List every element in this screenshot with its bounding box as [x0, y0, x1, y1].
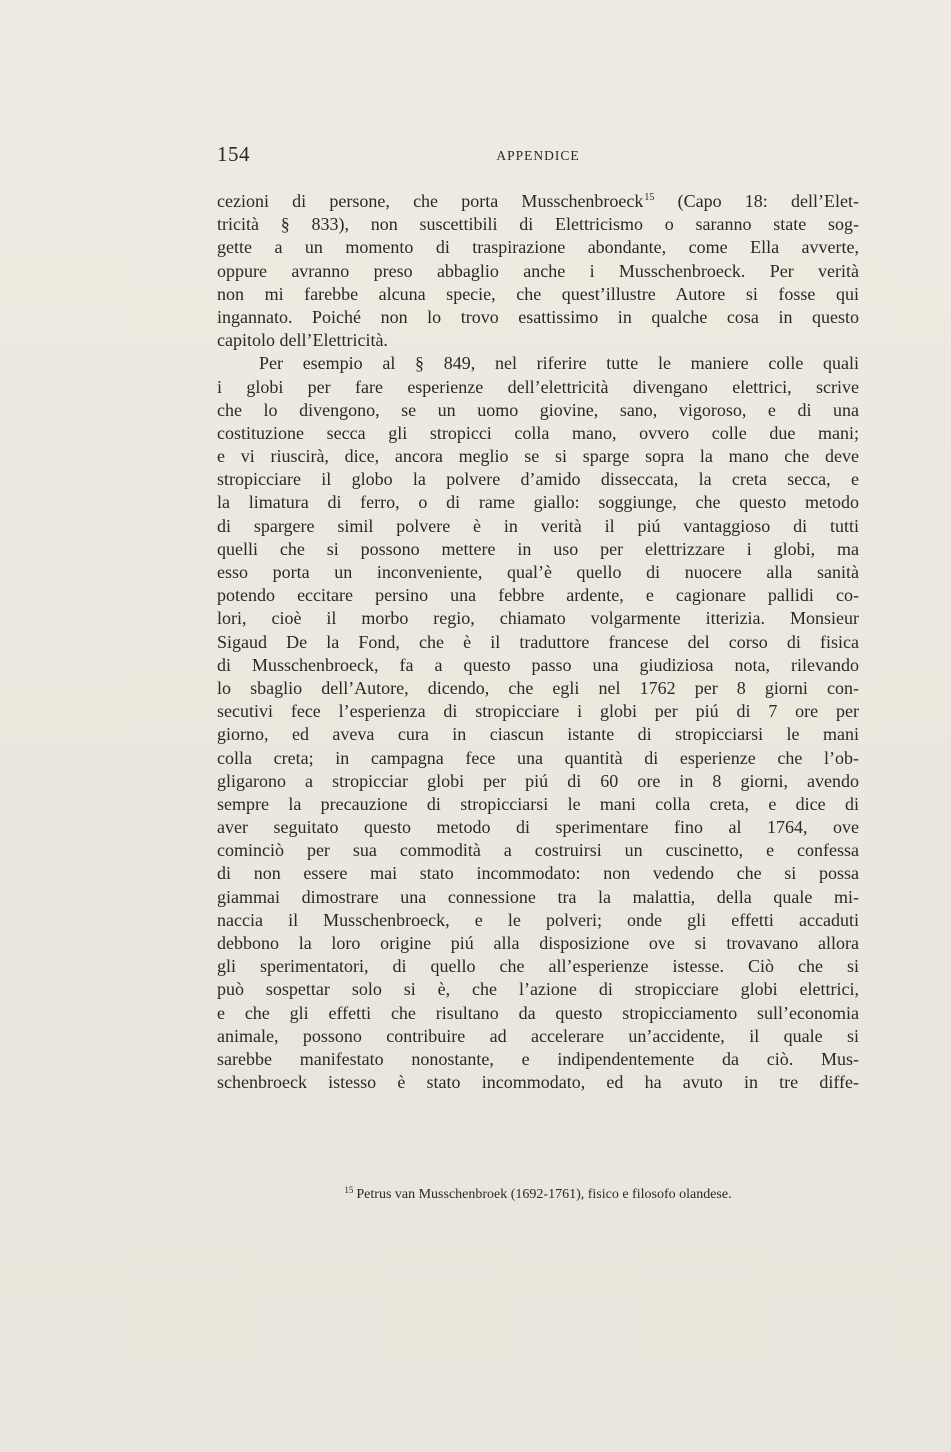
text-line-content: la limatura di ferro, o di rame giallo: soggiunge, che questo metodo: [217, 492, 859, 513]
text-line-content: potendo eccitare persino una febbre ardente, e cagionare pallidi co-: [217, 585, 859, 606]
text-line: [217, 306, 859, 329]
text-line: [217, 770, 859, 793]
text-line-content: sarebbe manifestato nonostante, e indipendentemente da ciò. Mus-: [217, 1048, 859, 1069]
text-line: [217, 955, 859, 978]
text-line-content: gli sperimentatori, di quello che all’esperienze istesse. Ciò che si: [217, 956, 859, 977]
text-line-content: debbono la loro origine piú alla disposizione ove si trovavano allora: [217, 933, 859, 953]
text-line: [217, 468, 859, 491]
text-line: [217, 329, 859, 352]
text-line-content: ingannato. Poiché non lo trovo esattissimo in qualche cosa in questo: [217, 306, 859, 327]
text-line-continuation: (Capo 18: dell’Elet-: [654, 191, 859, 211]
text-line: [217, 747, 859, 770]
text-line-content: di spargere simil polvere è in verità il piú vantaggioso di tutti: [217, 515, 859, 536]
text-line-content: i globi per fare esperienze dell’elettricità divengano elettrici, scrive: [217, 376, 859, 397]
text-line-content: schenbroeck istesso è stato incommodato, ed ha avuto in tre diffe-: [217, 1072, 859, 1093]
text-line: [217, 654, 859, 677]
text-line: [217, 538, 859, 561]
text-line-content: naccia il Musschenbroeck, e le polveri; onde gli effetti accaduti: [217, 909, 859, 930]
text-line-content: capitolo dell’Elettricità.: [217, 330, 388, 351]
text-line-content: non mi farebbe alcuna specie, che quest’illustre Autore si fosse qui: [217, 283, 859, 304]
text-line-content: cezioni di persone, che porta Musschenbroeck: [217, 191, 644, 211]
text-line-content: gligarono a stropicciar globi per piú di 60 ore in 8 giorni, avendo: [217, 770, 859, 791]
footnote-number: 15: [344, 1185, 354, 1195]
text-line: [217, 1002, 859, 1025]
text-line: [217, 213, 859, 236]
text-line-content: di Musschenbroeck, fa a questo passo una giudiziosa nota, rilevando: [217, 654, 859, 675]
text-line-content: e che gli effetti che risultano da questo stropicciamento sull’economia: [217, 1002, 859, 1023]
text-line: [217, 978, 859, 1001]
text-line: [217, 376, 859, 399]
footnote-reference: 15: [644, 192, 655, 203]
text-line-content: e vi riuscirà, dice, ancora meglio se si sparge sopra la mano che deve: [217, 446, 859, 467]
text-line-content: lo sbaglio dell’Autore, dicendo, che egli nel 1762 per 8 giorni con-: [217, 677, 859, 698]
text-line: [217, 422, 859, 445]
text-line-content: tricità § 833), non suscettibili di Elettricismo o saranno state sog-: [217, 214, 859, 235]
text-line: [217, 700, 859, 723]
text-line: [217, 631, 859, 654]
text-line-content: cominciò per sua commodità a costruirsi un cuscinetto, e confessa: [217, 840, 859, 861]
text-line-content: costituzione secca gli stropicci colla mano, ovvero colle due mani;: [217, 422, 859, 443]
text-line: [217, 793, 859, 816]
text-line: [217, 1048, 859, 1071]
text-line: [217, 236, 859, 259]
footnote: [217, 1187, 859, 1203]
text-line-content: oppure avranno preso abbaglio anche i Musschenbroeck. Per verità: [217, 260, 859, 281]
text-line: [217, 491, 859, 514]
text-line: [217, 352, 859, 375]
text-line: [217, 1071, 859, 1094]
text-line-content: Per esempio al § 849, nel riferire tutte le maniere colle quali: [259, 353, 859, 374]
text-line: [217, 839, 859, 862]
text-line: [217, 862, 859, 885]
text-line-content: può sospettar solo si è, che l’azione di stropicciare globi elettrici,: [217, 979, 859, 1000]
text-line-content: giammai dimostrare una connessione tra la malattia, della quale mi-: [217, 886, 859, 907]
text-line-content: che lo divengono, se un uomo giovine, sano, vigoroso, e di una: [217, 399, 859, 420]
text-line: [217, 515, 859, 538]
text-line: [217, 816, 859, 839]
text-line: [217, 932, 859, 955]
text-line: [217, 399, 859, 422]
text-line-content: di non essere mai stato incommodato: non vedendo che si possa: [217, 863, 859, 884]
text-line: [217, 561, 859, 584]
text-line-content: lori, cioè il morbo regio, chiamato volgarmente itterizia. Monsieur: [217, 608, 859, 629]
text-line-content: gette a un momento di traspirazione abondante, come Ella avverte,: [217, 237, 859, 258]
text-line-content: quelli che si possono mettere in uso per elettrizzare i globi, ma: [217, 538, 859, 559]
text-line-content: aver seguitato questo metodo di sperimentare fino al 1764, ove: [217, 817, 859, 838]
text-line-content: animale, possono contribuire ad accelerare un’accidente, il quale si: [217, 1025, 859, 1046]
text-line: [217, 1025, 859, 1048]
text-line-content: secutivi fece l’esperienza di stropicciare i globi per piú di 7 ore per: [217, 701, 859, 722]
page-header: [217, 142, 859, 172]
text-line: [217, 260, 859, 283]
text-line-content: stropicciare il globo la polvere d’amido disseccata, la creta secca, e: [217, 469, 859, 490]
text-line-content: sempre la precauzione di stropicciarsi le mani colla creta, e dice di: [217, 793, 859, 814]
footnote-text: Petrus van Musschenbroek (1692-1761), fisico e filosofo olandese.: [356, 1187, 732, 1202]
page-number: 154: [217, 142, 250, 166]
text-line: [217, 723, 859, 746]
text-line: [217, 677, 859, 700]
text-line-content: esso porta un inconveniente, qual’è quello di nuocere alla sanità: [217, 562, 859, 582]
text-line-content: giorno, ed aveva cura in ciascun istante di stropicciarsi le mani: [217, 724, 859, 745]
text-line: [217, 584, 859, 607]
text-line: [217, 190, 859, 213]
body-text: [217, 190, 859, 1094]
text-line: [217, 445, 859, 468]
text-line: [217, 283, 859, 306]
text-line-content: Sigaud De la Fond, che è il traduttore francese del corso di fisica: [217, 631, 859, 652]
text-line: [217, 607, 859, 630]
text-line-content: colla creta; in campagna fece una quantità di esperienze che l’ob-: [217, 747, 859, 768]
text-line: [217, 886, 859, 909]
text-line: [217, 909, 859, 932]
running-head: APPENDICE: [496, 148, 580, 163]
